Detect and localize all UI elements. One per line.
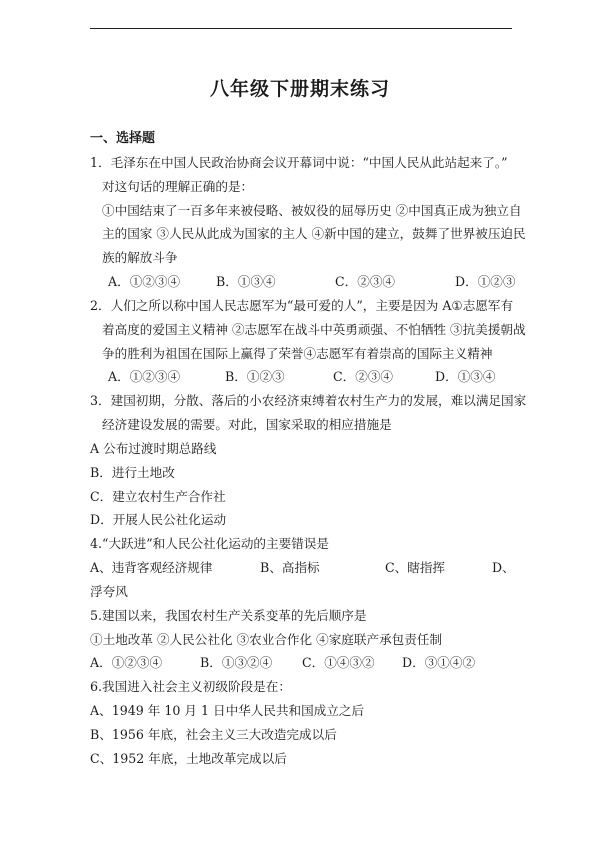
option-b[interactable]: B．①③②④: [200, 655, 273, 670]
option-a[interactable]: A．①②③④: [108, 274, 181, 289]
q1-line: 主的国家 ③人民从此成为国家的主人 ④新中国的建立，鼓舞了世界被压迫民: [102, 226, 526, 241]
option-a[interactable]: A、1949 年 10 月 1 日中华人民共和国成立之后: [90, 703, 365, 718]
option-a[interactable]: A 公布过渡时期总路线: [90, 441, 217, 456]
q2-line: 2．人们之所以称中国人民志愿军为“最可爱的人”，主要是因为 A①志愿军有: [90, 298, 514, 313]
q1-line: 1．毛泽东在中国人民政治协商会议开幕词中说：“中国人民从此站起来了。”: [90, 155, 508, 170]
option-c[interactable]: C．建立农村生产合作社: [90, 489, 226, 504]
option-d[interactable]: D、: [492, 560, 515, 575]
q1-line: 对这句话的理解正确的是：: [102, 179, 254, 194]
option-b[interactable]: B．①③④: [216, 274, 276, 289]
q1-line: ①中国结束了一百多年来被侵略、被奴役的屈辱历史 ②中国真正成为独立自: [102, 203, 522, 218]
option-d[interactable]: D．①②③: [455, 274, 516, 289]
option-b[interactable]: B、1956 年底，社会主义三大改造完成以后: [90, 727, 337, 742]
option-a[interactable]: A、违背客观经济规律: [90, 560, 213, 575]
option-a[interactable]: A．①②③④: [108, 369, 181, 384]
option-b[interactable]: B、高指标: [260, 560, 320, 575]
q1-line: 族的解放斗争: [102, 250, 178, 265]
q4-stem: 4.“大跃进”和人民公社化运动的主要错误是: [90, 536, 329, 551]
option-a[interactable]: A．①②③④: [90, 655, 163, 670]
q5-stem: 5.建国以来，我国农村生产关系变革的先后顺序是: [90, 608, 367, 623]
option-c[interactable]: C．②③④: [335, 274, 396, 289]
option-c[interactable]: C、瞎指挥: [385, 560, 446, 575]
q3-line: 3．建国初期，分散、落后的小农经济束缚着农村生产力的发展，难以满足国家: [90, 393, 527, 408]
option-b[interactable]: B．①②③: [225, 369, 285, 384]
option-c[interactable]: C．①④③②: [302, 655, 375, 670]
option-b[interactable]: B．进行土地改: [90, 465, 175, 480]
header-rule: [90, 28, 512, 29]
section-heading: 一、选择题: [90, 131, 156, 146]
option-c[interactable]: C．②③④: [333, 369, 394, 384]
option-d[interactable]: D．③①④②: [402, 655, 476, 670]
option-d[interactable]: D．①③④: [435, 369, 496, 384]
option-d[interactable]: D．开展人民公社化运动: [90, 512, 227, 527]
q2-line: 争的胜利为祖国在国际上赢得了荣誉④志愿军有着崇高的国际主义精神: [102, 346, 493, 361]
q3-line: 经济建设发展的需要。对此，国家采取的相应措施是: [102, 417, 392, 432]
q6-stem: 6.我国进入社会主义初级阶段是在：: [90, 679, 291, 694]
q4-option-d-continuation: 浮夸风: [90, 584, 128, 599]
q5-items: ①土地改革 ②人民公社化 ③农业合作化 ④家庭联产承包责任制: [90, 632, 443, 647]
page-title: 八年级下册期末练习: [209, 78, 390, 100]
option-c[interactable]: C、1952 年底，土地改革完成以后: [90, 751, 287, 766]
q2-line: 着高度的爱国主义精神 ②志愿军在战斗中英勇顽强、不怕牺牲 ③抗美援朝战: [102, 322, 526, 337]
